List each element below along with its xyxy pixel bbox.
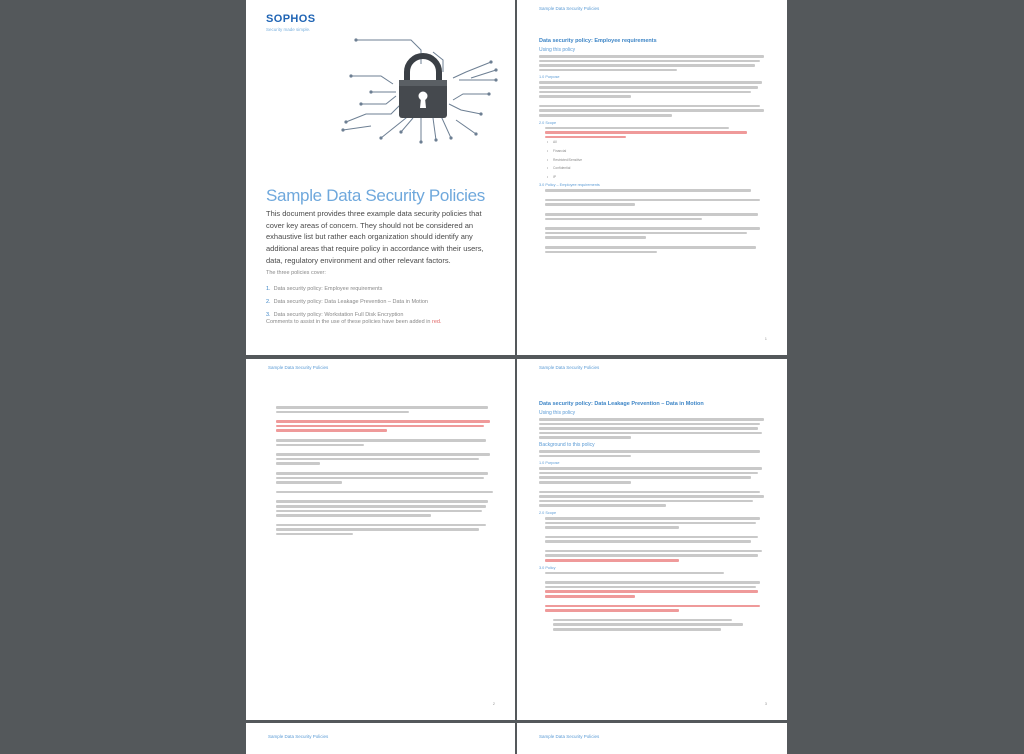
subheading-policy: 3.0 Policy	[539, 565, 556, 570]
subheading-purpose: 1.0 Purpose	[539, 75, 560, 80]
page-number: 1	[764, 336, 767, 341]
cover-page	[246, 0, 515, 355]
intro-paragraph: This document provides three example data security policies that cover key areas of concern. They should not be considered an exhaustive list but rather each organization should identify any additional areas that require policy in accordance with their users, data, regulatory environment and other relevant factors.	[266, 209, 484, 265]
page-header: Sample Data Security Policies	[539, 734, 600, 739]
page-header: Sample Data Security Policies	[539, 365, 600, 370]
scope-item: • All	[539, 140, 769, 145]
body-text-block	[545, 572, 769, 631]
scope-item: • Confidential	[539, 166, 769, 171]
subheading-policy: 3.0 Policy – Employee requirements	[539, 183, 600, 188]
subheading-using-policy: Using this policy	[539, 410, 576, 416]
page-header: Sample Data Security Policies	[268, 365, 329, 370]
scope-item: • Restricted/Sensitive	[539, 158, 769, 163]
page-number: 2	[492, 701, 495, 706]
section-title: Data security policy: Employee requirements	[539, 38, 657, 44]
page-data-leakage-prevention	[517, 359, 787, 720]
page-number: 3	[764, 701, 767, 706]
subheading-purpose: 1.0 Purpose	[539, 461, 560, 466]
scope-item: • IP	[539, 175, 769, 180]
subheading-scope: 2.0 Scope	[539, 120, 557, 125]
body-text-block	[545, 517, 769, 562]
comments-note: Comments to assist in the use of these policies have been added in red.	[266, 319, 442, 325]
page-partial	[517, 723, 787, 754]
tagline: Security made simple.	[266, 27, 311, 32]
section-title: Data security policy: Data Leakage Prevention – Data in Motion	[539, 401, 704, 407]
sophos-logo: SOPHOS	[266, 13, 316, 25]
policies-list	[266, 283, 428, 321]
policy-item: 1. Data security policy: Employee requirements	[266, 286, 383, 292]
document-title: Sample Data Security Policies	[266, 186, 486, 205]
page-continued-requirements	[246, 359, 515, 720]
policy-item: 2. Data security policy: Data Leakage Prevention – Data in Motion	[266, 298, 428, 305]
subheading-scope: 2.0 Scope	[539, 510, 557, 515]
scope-item: • Financial	[539, 149, 769, 154]
subheading-background: Background to this policy	[539, 441, 595, 448]
body-text-block	[539, 127, 769, 139]
page-header: Sample Data Security Policies	[268, 734, 329, 739]
body-text-block	[539, 450, 769, 457]
page-employee-requirements	[517, 0, 787, 355]
body-text-block	[539, 55, 769, 71]
policies-label: The three policies cover:	[266, 270, 326, 276]
subheading-using-policy: Using this policy	[539, 47, 576, 53]
page-header: Sample Data Security Policies	[539, 6, 600, 11]
body-text-block	[276, 404, 497, 537]
page-partial	[246, 723, 515, 754]
body-text-block	[545, 189, 769, 253]
body-text-block	[539, 418, 769, 439]
policy-item: 3. Data security policy: Workstation Full Disk Encryption	[266, 311, 404, 318]
body-text-block	[539, 81, 769, 116]
circuit-padlock-icon	[341, 34, 501, 144]
body-text-block	[539, 467, 769, 507]
